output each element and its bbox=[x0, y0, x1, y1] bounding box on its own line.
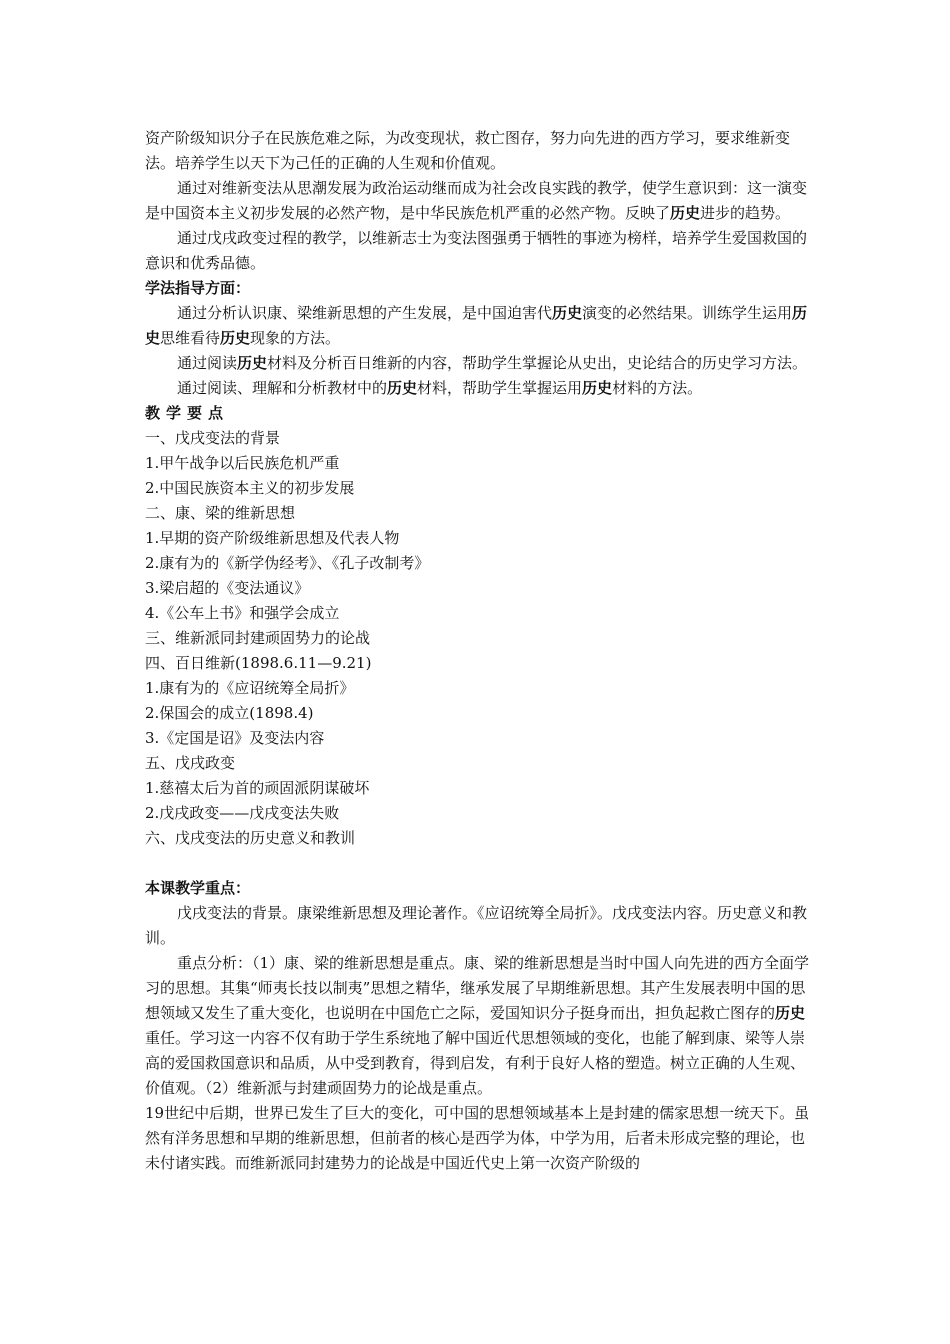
intro-paragraph-1: 资产阶级知识分子在民族危难之际，为改变现状，救亡图存，努力向先进的西方学习，要求维新变法。培养学生以天下为己任的正确的人生观和价值观。 bbox=[145, 129, 791, 172]
highlight-history: 历史 bbox=[145, 304, 808, 347]
method-heading: 学法指导方面： bbox=[145, 279, 251, 297]
text-run: 通过对维新变法从思潮发展为政治运动继而成为社会改良实践的教学，使学生意识到：这一演变是中国资本主义初步发展的必然产物，是中华民族危机严重的必然产物。反映了 bbox=[145, 179, 808, 222]
focus-paragraph-3: 19世纪中后期，世界已发生了巨大的变化，可中国的思想领域基本上是封建的儒家思想一统天下。虽然有洋务思想和早期的维新思想，但前者的核心是西学为体，中学为用，后者未形成完整的理论，也未付诸实践。而维新派同封建势力的论战是中国近代史上第一次资产阶级的 bbox=[145, 1104, 810, 1172]
focus-heading: 本课教学重点： bbox=[145, 879, 251, 897]
text-run: 重点分析：（1）康、梁的维新思想是重点。康、梁的维新思想是当时中国人向先进的西方全面学习的思想。其集“师夷长技以制夷”思想之精华，继承发展了早期维新思想。其产生发展表明中国的思想领域又发生了重大变化，也说明在中国危亡之际，爱国知识分子挺身而出，担负起救亡图存的 bbox=[145, 954, 810, 1022]
outline-heading: 教学要点 bbox=[145, 404, 230, 422]
outline-item: 一、戊戌变法的背景 bbox=[145, 429, 281, 447]
focus-paragraph-2 bbox=[145, 951, 815, 1101]
focus-paragraph-1: 戊戌变法的背景。康梁维新思想及理论著作。《应诏统筹全局折》。戊戌变法内容。历史意义和教训。 bbox=[145, 904, 808, 947]
text-run: 重任。学习这一内容不仅有助于学生系统地了解中国近代思想领域的变化，也能了解到康、梁等人崇高的爱国救国意识和品质，从中受到教育，得到启发，有利于良好人格的塑造。树立正确的人生观、价值观。（2）维新派与封建顽固势力的论战是重点。 bbox=[145, 1029, 806, 1097]
outline-item: 4.《公车上书》和强学会成立 bbox=[145, 604, 340, 622]
highlight-history: 历史 bbox=[220, 329, 251, 347]
text-run: 材料，帮助学生掌握运用 bbox=[417, 379, 583, 397]
highlight-history: 历史 bbox=[670, 204, 701, 222]
method-paragraph-2 bbox=[145, 351, 815, 376]
outline-item: 六、戊戌变法的历史意义和教训 bbox=[145, 829, 356, 847]
text-run: 现象的方法。 bbox=[250, 329, 341, 347]
outline-item: 3.《定国是诏》及变法内容 bbox=[145, 729, 325, 747]
outline-item: 1.慈禧太后为首的顽固派阴谋破坏 bbox=[145, 779, 370, 797]
outline-item: 三、维新派同封建顽固势力的论战 bbox=[145, 629, 371, 647]
outline-item: 1.早期的资产阶级维新思想及代表人物 bbox=[145, 529, 400, 547]
intro-paragraph-3: 通过戊戌政变过程的教学，以维新志士为变法图强勇于牺牲的事迹为榜样，培养学生爱国救国的意识和优秀品德。 bbox=[145, 229, 808, 272]
blank-line bbox=[145, 851, 815, 876]
text-run: 通过阅读、理解和分析教材中的 bbox=[177, 379, 388, 397]
outline-item: 2.中国民族资本主义的初步发展 bbox=[145, 479, 355, 497]
text-run: 通过分析认识康、梁维新思想的产生发展，是中国迫害代 bbox=[177, 304, 553, 322]
method-paragraph-1 bbox=[145, 301, 815, 351]
method-paragraph-3 bbox=[145, 376, 815, 401]
outline-item: 1.甲午战争以后民族危机严重 bbox=[145, 454, 340, 472]
outline-item: 3.梁启超的《变法通议》 bbox=[145, 579, 310, 597]
highlight-history: 历史 bbox=[775, 1004, 806, 1022]
document-body bbox=[145, 126, 815, 1176]
text-run: 演变的必然结果。训练学生运用 bbox=[582, 304, 793, 322]
text-run: 材料的方法。 bbox=[612, 379, 703, 397]
highlight-history: 历史 bbox=[582, 379, 613, 397]
outline-item: 2.康有为的《新学伪经考》、《孔子改制考》 bbox=[145, 554, 430, 572]
outline-item: 2.保国会的成立(1898.4) bbox=[145, 704, 314, 722]
outline-item: 二、康、梁的维新思想 bbox=[145, 504, 296, 522]
outline-item: 四、百日维新(1898.6.11—9.21) bbox=[145, 654, 372, 672]
outline-item: 1.康有为的《应诏统筹全局折》 bbox=[145, 679, 355, 697]
text-run: 通过阅读 bbox=[177, 354, 238, 372]
outline-item: 五、戊戌政变 bbox=[145, 754, 236, 772]
text-run: 思维看待 bbox=[160, 329, 221, 347]
highlight-history: 历史 bbox=[237, 354, 268, 372]
highlight-history: 历史 bbox=[552, 304, 583, 322]
text-run: 材料及分析百日维新的内容，帮助学生掌握论从史出，史论结合的历史学习方法。 bbox=[267, 354, 808, 372]
highlight-history: 历史 bbox=[387, 379, 418, 397]
intro-paragraph-2 bbox=[145, 176, 815, 226]
text-run: 进步的趋势。 bbox=[700, 204, 791, 222]
outline-item: 2.戊戌政变——戊戌变法失败 bbox=[145, 804, 340, 822]
